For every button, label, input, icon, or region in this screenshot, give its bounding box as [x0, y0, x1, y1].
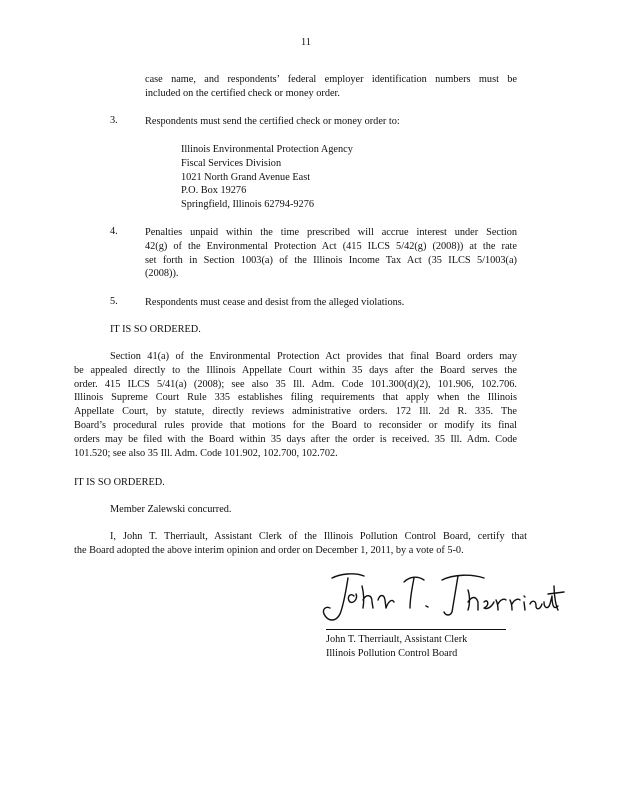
- signature-line: [326, 629, 506, 630]
- certification-line: the Board adopted the above interim opinion and order on December 1, 2011, by a vote of 5-0.: [74, 544, 464, 556]
- address-line: Fiscal Services Division: [181, 157, 282, 169]
- item-4-line: set forth in Section 1003(a) of the Illinois Income Tax Act (35 ILCS 5/1003(a): [145, 254, 517, 266]
- appeal-line: Board’s procedural rules provide that motions for the Board to reconsider or modify its final: [74, 419, 517, 431]
- continuation-line: case name, and respondents’ federal employer identification numbers must be: [145, 74, 517, 85]
- item-5-text: Respondents must cease and desist from the alleged violations.: [145, 297, 405, 308]
- address-line: Illinois Environmental Protection Agency: [181, 144, 353, 155]
- item-3-number: 3.: [110, 115, 118, 126]
- appeal-line: Section 41(a) of the Environmental Protection Act provides that final Board orders may: [110, 351, 517, 362]
- appeal-line: Appellate Court, by statute, directly reviews administrative orders. 172 Ill. 2d R. 335. The: [74, 406, 517, 418]
- certification-paragraph: [74, 530, 527, 558]
- address-line: 1021 North Grand Avenue East: [181, 171, 311, 183]
- appeal-paragraph: [74, 350, 517, 460]
- signer-name: John T. Therriault, Assistant Clerk: [326, 634, 468, 645]
- page-number: 11: [301, 37, 311, 48]
- continuation-paragraph: [145, 73, 517, 101]
- item-5-number: 5.: [110, 296, 118, 307]
- appeal-line: be appealed directly to the Illinois Appellate Court within 35 days after the Board serves the: [74, 364, 517, 376]
- appeal-line: Illinois Supreme Court Rule 335 establishes filing requirements that apply when the Illinois: [74, 392, 517, 404]
- item-4-line: (2008)).: [145, 268, 179, 280]
- signer-organization: Illinois Pollution Control Board: [326, 648, 458, 659]
- payment-address: [181, 143, 353, 212]
- address-line: P.O. Box 19276: [181, 185, 247, 197]
- certification-line: I, John T. Therriault, Assistant Clerk of the Illinois Pollution Control Board, certify that: [110, 531, 527, 542]
- so-ordered-2: IT IS SO ORDERED.: [74, 477, 165, 488]
- handwritten-signature: [318, 566, 568, 628]
- address-line: Springfield, Illinois 62794-9276: [181, 199, 314, 211]
- concurrence: Member Zalewski concurred.: [110, 504, 232, 515]
- appeal-line: orders may be filed with the Board within 35 days after the order is received. 35 Ill. Adm. Code: [74, 433, 517, 445]
- so-ordered-1: IT IS SO ORDERED.: [110, 324, 201, 335]
- continuation-line: included on the certified check or money order.: [145, 87, 340, 99]
- appeal-line: order. 415 ILCS 5/41(a) (2008); see also 35 Ill. Adm. Code 101.300(d)(2), 101.906, 102.706.: [74, 378, 517, 390]
- item-4-line: 42(g) of the Environmental Protection Act (415 ILCS 5/42(g) (2008)) at the rate: [145, 240, 517, 252]
- item-3-text: Respondents must send the certified check or money order to:: [145, 116, 400, 127]
- appeal-line: 101.520; see also 35 Ill. Adm. Code 101.902, 102.700, 102.702.: [74, 447, 338, 459]
- item-4-paragraph: [145, 226, 517, 281]
- item-4-number: 4.: [110, 226, 118, 237]
- item-4-line: Penalties unpaid within the time prescribed will accrue interest under Section: [145, 227, 517, 238]
